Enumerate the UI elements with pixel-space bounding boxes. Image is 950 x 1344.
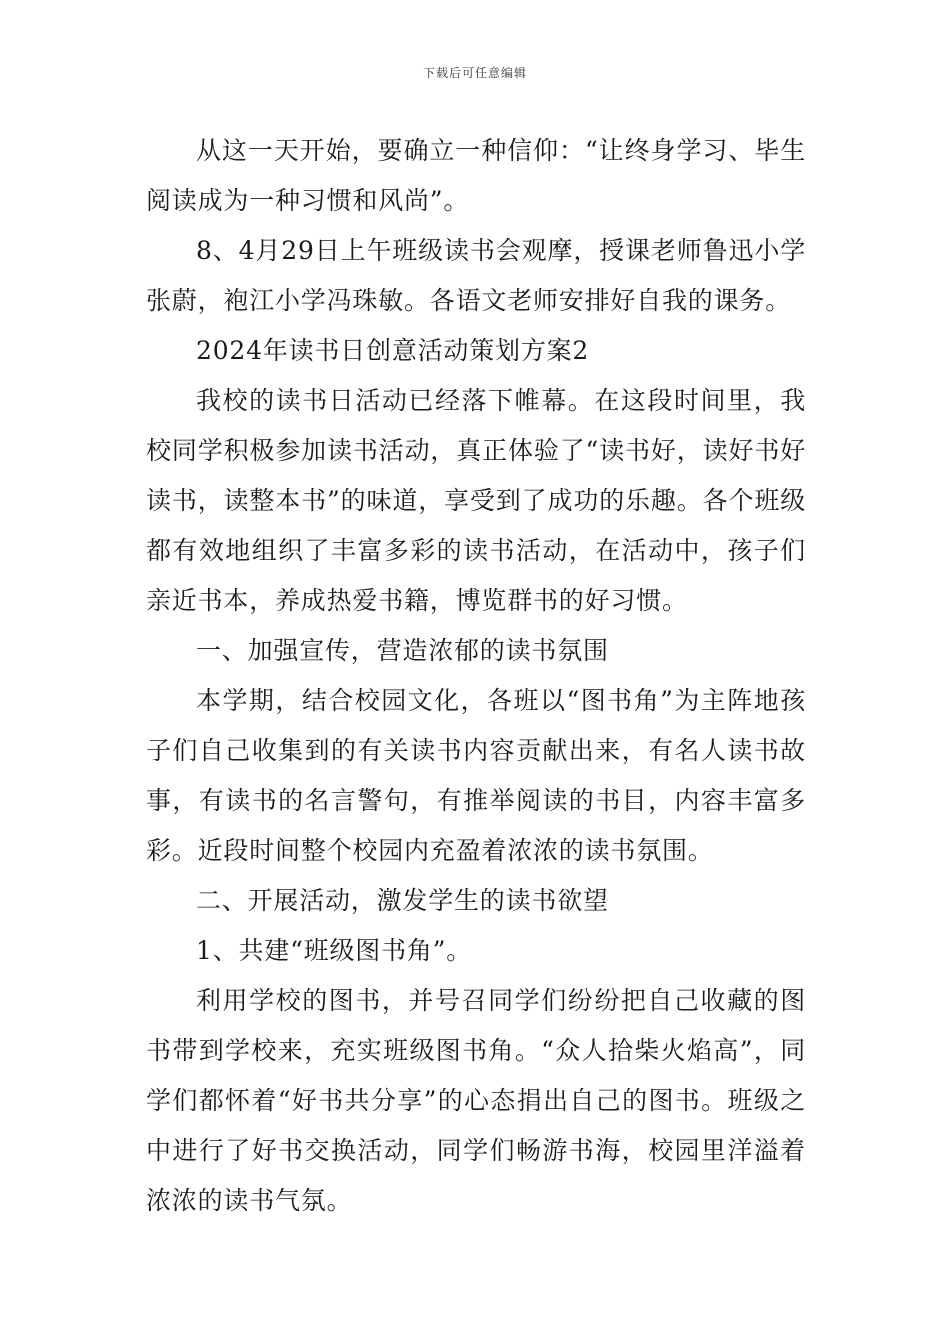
paragraph-book-corner: 本学期，结合校园文化，各班以“图书角”为主阵地孩子们自己收集到的有关读书内容贡献出来，有名人读书故事，有读书的名言警句，有推举阅读的书目，内容丰富多彩。近段时间整个校园内充盈着浓浓的读书氛围。: [146, 686, 806, 865]
page-header-note: 下载后可任意编辑: [422, 66, 527, 80]
paragraph-book-sharing: 利用学校的图书，并号召同学们纷纷把自己收藏的图书带到学校来，充实班级图书角。“众人拾柴火焰高”，同学们都怀着“好书共分享”的心态捐出自己的图书。班级之中进行了好书交换活动，同学们畅游书海，校园里洋溢着浓浓的读书气氛。: [146, 986, 806, 1215]
subheading-class-library: 1、共建“班级图书角”。: [196, 936, 473, 965]
document-body: [146, 126, 806, 1226]
paragraph-belief: 从这一天开始，要确立一种信仰：“让终身学习、毕生阅读成为一种习惯和风尚”。: [146, 136, 806, 215]
section-title-plan-2: 2024年读书日创意活动策划方案2: [196, 336, 590, 365]
section-heading-activities: 二、开展活动，激发学生的读书欲望: [196, 886, 609, 915]
paragraph-summary: 我校的读书日活动已经落下帷幕。在这段时间里，我校同学积极参加读书活动，真正体验了“读书好，读好书好读书，读整本书”的味道，享受到了成功的乐趣。各个班级都有效地组织了丰富多彩的读书活动，在活动中，孩子们亲近书本，养成热爱书籍，博览群书的好习惯。: [146, 386, 806, 615]
paragraph-reading-meeting: 8、4月29日上午班级读书会观摩，授课老师鲁迅小学张蔚，袍江小学冯珠敏。各语文老师安排好自我的课务。: [146, 236, 806, 315]
section-heading-publicity: 一、加强宣传，营造浓郁的读书氛围: [196, 636, 609, 665]
